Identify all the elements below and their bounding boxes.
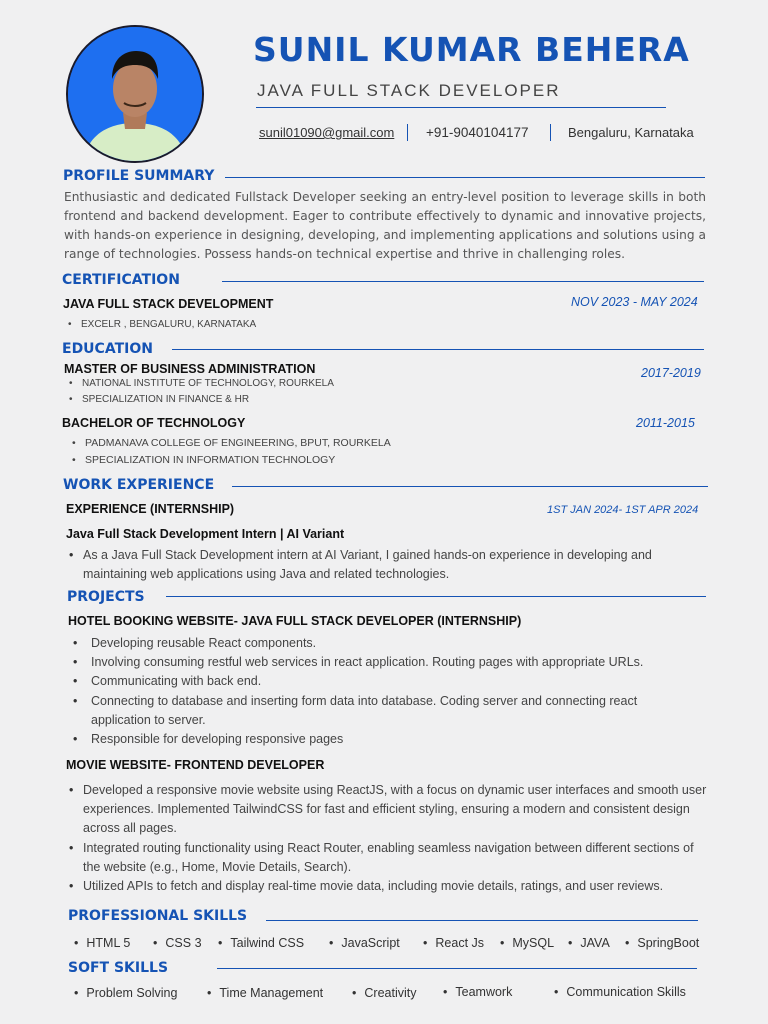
list-item: • Involving consuming restful web services in react application. Routing pages with appropriate URLs. xyxy=(68,653,678,672)
profile-summary-text: Enthusiastic and dedicated Fullstack Developer seeking an entry-level position to leverage skills in both frontend and backend development. Eager to contribute effectively to dynamic and innovative projects, with hands-on experience in designing, developing, and implementing applications and solutions using a range of technologies. Possess hands-on technical expertise and thrive in challenging roles. xyxy=(64,190,706,261)
skill-item: • React Js xyxy=(423,936,484,950)
contact-divider xyxy=(407,124,408,141)
list-item: • SPECIALIZATION IN INFORMATION TECHNOLOGY xyxy=(67,452,391,469)
skill-item: • Tailwind CSS xyxy=(218,936,304,950)
project-title: MOVIE WEBSITE- FRONTEND DEVELOPER xyxy=(66,758,325,772)
list-item: • Connecting to database and inserting form data into database. Coding server and connecting react application to server. xyxy=(68,692,678,730)
section-rule xyxy=(266,920,698,921)
skill-item: • JAVA xyxy=(568,936,610,950)
section-rule xyxy=(232,486,708,487)
project-details xyxy=(64,781,708,896)
email-link[interactable]: sunil01090@gmail.com xyxy=(259,125,395,140)
section-rule xyxy=(166,596,706,597)
section-rule xyxy=(172,349,704,350)
list-item: • Integrated routing functionality using React Router, enabling seamless navigation between different sections of the website (e.g., Home, Movie Details, Search). xyxy=(64,839,708,877)
section-heading-profile: PROFILE SUMMARY xyxy=(63,168,215,184)
project-details xyxy=(68,634,678,749)
list-item: • Developed a responsive movie website using ReactJS, with a focus on dynamic user interfaces and smooth user experiences. Implemented TailwindCSS for fast and efficient styling, ensuring a modern and consistent design across all pages. xyxy=(64,781,708,839)
skill-item: • MySQL xyxy=(500,936,554,950)
list-item: • Utilized APIs to fetch and display real-time movie data, including movie details, ratings, and user reviews. xyxy=(64,877,708,896)
list-item: • PADMANAVA COLLEGE OF ENGINEERING, BPUT, ROURKELA xyxy=(67,435,391,452)
education-title: BACHELOR OF TECHNOLOGY xyxy=(62,416,246,430)
candidate-role: JAVA FULL STACK DEVELOPER xyxy=(257,81,561,100)
certification-title: JAVA FULL STACK DEVELOPMENT xyxy=(63,297,274,311)
project-title: HOTEL BOOKING WEBSITE- JAVA FULL STACK DEVELOPER (INTERNSHIP) xyxy=(68,614,522,628)
skill-item: • HTML 5 xyxy=(74,936,130,950)
work-subtitle: Java Full Stack Development Intern | AI Variant xyxy=(66,527,345,541)
section-heading-soft-skills: SOFT SKILLS xyxy=(68,960,169,976)
phone-number: +91-9040104177 xyxy=(426,125,529,140)
certification-date: NOV 2023 - MAY 2024 xyxy=(571,295,698,309)
list-item: • As a Java Full Stack Development intern at AI Variant, I gained hands-on experience in developing and maintaining web applications using Java and related technologies. xyxy=(64,546,704,584)
work-details xyxy=(64,546,704,584)
location: Bengaluru, Karnataka xyxy=(568,125,694,140)
section-rule xyxy=(217,968,697,969)
list-item: • Developing reusable React components. xyxy=(68,634,678,653)
list-item: • EXCELR , BENGALURU, KARNATAKA xyxy=(63,317,256,333)
contact-divider xyxy=(550,124,551,141)
list-item: • Communicating with back end. xyxy=(68,672,678,691)
education-details xyxy=(67,435,391,469)
skill-item: • Time Management xyxy=(207,986,323,1000)
skill-item: • Creativity xyxy=(352,986,416,1000)
skill-item: • SpringBoot xyxy=(625,936,699,950)
section-heading-education: EDUCATION xyxy=(62,341,153,357)
section-heading-projects: PROJECTS xyxy=(67,589,145,605)
section-rule xyxy=(225,177,705,178)
education-date: 2011-2015 xyxy=(636,416,695,430)
skill-item: • CSS 3 xyxy=(153,936,202,950)
role-divider xyxy=(256,107,666,108)
section-heading-certification: CERTIFICATION xyxy=(62,272,180,288)
work-date: 1ST JAN 2024- 1ST APR 2024 xyxy=(547,504,699,516)
skill-item: • Teamwork xyxy=(443,985,512,999)
section-rule xyxy=(222,281,704,282)
person-photo-icon xyxy=(68,27,202,161)
work-title: EXPERIENCE (INTERNSHIP) xyxy=(66,502,235,516)
list-item: • NATIONAL INSTITUTE OF TECHNOLOGY, ROURKELA xyxy=(64,376,334,392)
skill-item: • Communication Skills xyxy=(554,985,686,999)
list-item: • Responsible for developing responsive pages xyxy=(68,730,678,749)
education-date: 2017-2019 xyxy=(641,366,701,380)
profile-photo xyxy=(66,25,204,163)
list-item: • SPECIALIZATION IN FINANCE & HR xyxy=(64,392,334,408)
skill-item: • JavaScript xyxy=(329,936,400,950)
certification-details xyxy=(63,317,256,333)
education-details xyxy=(64,376,334,408)
education-title: MASTER OF BUSINESS ADMINISTRATION xyxy=(64,362,316,376)
section-heading-professional-skills: PROFESSIONAL SKILLS xyxy=(68,908,248,924)
skill-item: • Problem Solving xyxy=(74,986,177,1000)
section-heading-work: WORK EXPERIENCE xyxy=(63,477,215,493)
candidate-name: SUNIL KUMAR BEHERA xyxy=(253,30,690,69)
